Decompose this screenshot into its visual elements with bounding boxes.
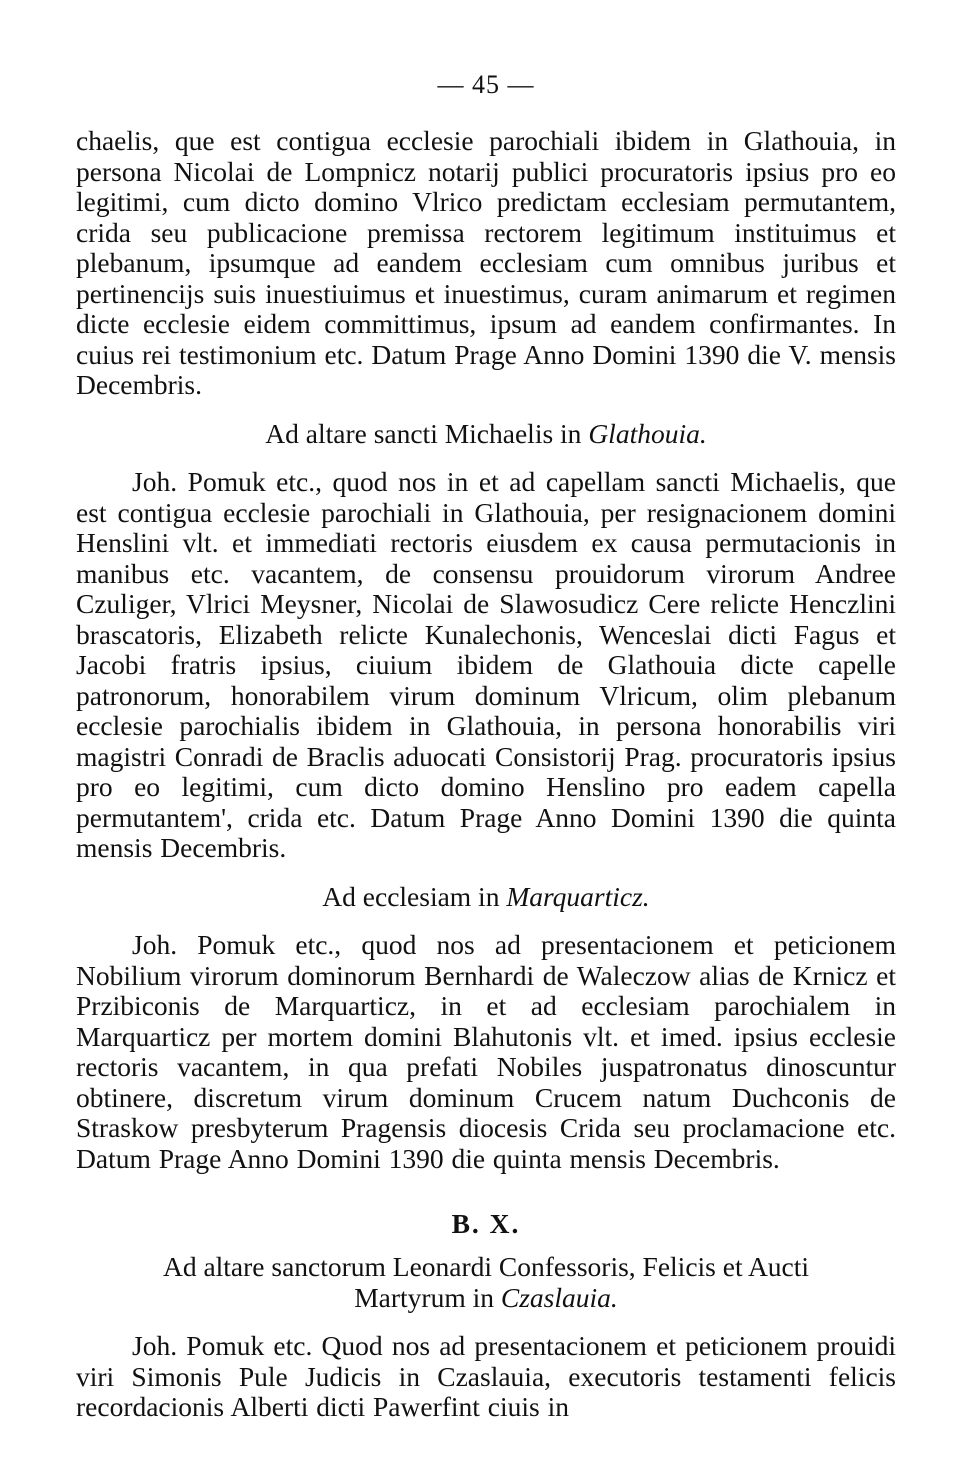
- page-number: — 45 —: [437, 70, 535, 99]
- paragraph-altar-leonardi: Joh. Pomuk etc. Quod nos ad presentacionem et peticionem prouidi viri Simonis Pule Judicis in Czaslauia, executoris testamenti felicis recordacionis Alberti dicti Pawerfint ciuis in: [76, 1330, 896, 1422]
- document-page: [76, 70, 896, 1423]
- heading-place-glathouia: Glathouia.: [588, 417, 707, 449]
- heading-place-marquarticz: Marquarticz.: [506, 880, 650, 912]
- paragraph-church-marquarticz: Joh. Pomuk etc., quod nos ad presentacionem et peticionem Nobilium virorum dominorum Bernhardi de Waleczow alias de Krnicz et Przibiconis de Marquarticz, in et ad ecclesiam parochialem in Marquarticz per mortem domini Blahutonis vlt. et imed. ipsius ecclesie rectoris vacantem, in qua prefati Nobiles juspatronatus dinoscuntur obtinere, discretum virum dominum Crucem natum Duchconis de Straskow presbyterum Pragensis diocesis Crida seu proclamacione etc. Datum Prage Anno Domini 1390 die quinta mensis Decembris.: [76, 929, 896, 1174]
- heading-church-marquarticz: [76, 882, 896, 913]
- heading-altar-leonardi: [76, 1252, 896, 1313]
- section-mark: B. X.: [451, 1208, 521, 1239]
- heading-altar-leonardi-line2-text: Martyrum in: [354, 1281, 501, 1313]
- heading-church-marquarticz-text: Ad ecclesiam in: [322, 880, 507, 912]
- paragraph-permutation-glathouia: chaelis, que est contigua ecclesie parochiali ibidem in Glathouia, in persona Nicolai de Lompnicz notarij publici procuratoris ipsius pro eo legitimi, cum dicto domino Vlrico predictam ecclesiam permutantem, crida seu publicacione premissa rectorem legitimum instituimus et plebanum, ipsumque ad eandem ecclesiam cum omnibus juribus et pertinencijs suis inuestiuimus et inuestimus, curam animarum et regimen dicte ecclesie eidem committimus, ipsum ad eandem confirmantes. In cuius rei testimonium etc. Datum Prage Anno Domini 1390 die V. mensis Decembris.: [76, 125, 896, 400]
- heading-place-czaslauia: Czaslauia.: [500, 1281, 618, 1313]
- heading-altar-michaelis-text: Ad altare sancti Michaelis in: [265, 417, 589, 449]
- heading-altar-leonardi-line1: Ad altare sanctorum Leonardi Confessoris, Felicis et Aucti: [162, 1251, 810, 1282]
- heading-altar-leonardi-line2: [76, 1283, 896, 1314]
- heading-altar-michaelis: [76, 419, 896, 450]
- paragraph-chapel-michaelis: Joh. Pomuk etc., quod nos in et ad capellam sancti Michaelis, que est contigua ecclesie parochiali in Glathouia, per resignacionem domini Henslini vlt. et immediati rectoris eiusdem ex causa permutacionis in manibus etc. vacantem, de consensu prouidorum virorum Andree Czuliger, Vlrici Meysner, Nicolai de Slawosudicz Cere relicte Henczlini brascatoris, Elizabeth relicte Kunalechonis, Wenceslai dicti Fagus et Jacobi fratris ipsius, ciuium ibidem de Glathouia dicte capelle patronorum, honorabilem virum dominum Vlricum, olim plebanum ecclesie parochialis ibidem in Glathouia, in persona honorabilis viri magistri Conradi de Braclis aduocati Consistorij Prag. procuratoris ipsius pro eo legitimi, cum dicto domino Henslino pro eadem capella permutantem', crida etc. Datum Prage Anno Domini 1390 die quinta mensis Decembris.: [76, 466, 896, 863]
